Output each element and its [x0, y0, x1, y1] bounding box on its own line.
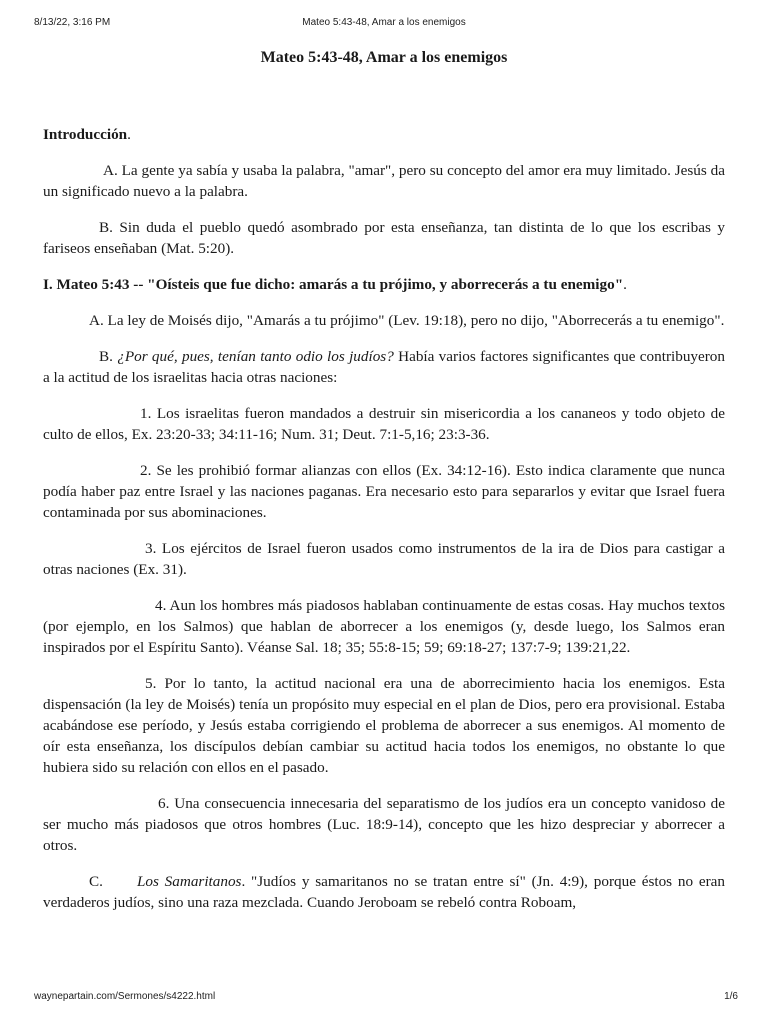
- section-1-point-b-text: Había varios factores significantes que contribuyeron a la actitud de los israelitas hacia otras naciones:: [43, 348, 725, 386]
- print-doc-title: Mateo 5:43-48, Amar a los enemigos: [302, 17, 466, 28]
- intro-heading: [43, 124, 725, 145]
- print-url: waynepartain.com/Sermones/s4222.html: [34, 991, 216, 1002]
- section-1-subpoint-2: 2. Se les prohibió formar alianzas con ellos (Ex. 34:12-16). Esto indica claramente que nunca podía haber paz entre Israel y las naciones paganas. Era necesario esto para separarlos y evitar que Israel fuera contaminada por sus abominaciones.: [43, 462, 725, 521]
- section-1-heading: [43, 274, 725, 295]
- section-1-subpoint-1: 1. Los israelitas fueron mandados a destruir sin misericordia a los cananeos y todo objeto de culto de ellos, Ex. 23:20-33; 34:11-16; Num. 31; Deut. 7:1-5,16; 23:3-36.: [43, 405, 725, 443]
- section-1-point-c: [43, 871, 725, 913]
- document-body: [43, 124, 725, 928]
- intro-heading-text: Introducción: [43, 126, 128, 143]
- section-1-subpoint-3: 3. Los ejércitos de Israel fueron usados como instrumentos de la ira de Dios para castigar a otras naciones (Ex. 31).: [43, 540, 725, 578]
- section-1-heading-period: .: [623, 276, 627, 293]
- section-1-point-b-label: B.: [99, 348, 118, 365]
- section-1-subpoint-5: 5. Por lo tanto, la actitud nacional era una de aborrecimiento hacia los enemigos. Esta dispensación (la ley de Moisés) tenía un propósito muy especial en el plan de Dios, pero era provisional. Estaba acabándose ese período, y Jesús estaba corrigiendo el problema de aborrecer a sus enemigos. Al momento de oír esta enseñanza, los discípulos debían cambiar su actitud hacia todos los enemigos, no obstante lo que hubiera sido su relación con ellos en el pasado.: [43, 675, 725, 776]
- section-1-point-b-question: ¿Por qué, pues, tenían tanto odio los judíos?: [117, 348, 394, 365]
- intro-point-a: A. La gente ya sabía y usaba la palabra, "amar", pero su concepto del amor era muy limitado. Jesús da un significado nuevo a la palabra.: [43, 162, 725, 200]
- intro-heading-period: .: [127, 126, 131, 143]
- section-1-point-b: [43, 346, 725, 388]
- print-header: [0, 17, 768, 31]
- section-1-heading-text: I. Mateo 5:43 -- "Oísteis que fue dicho: amarás a tu prójimo, y aborrecerás a tu enemigo": [43, 276, 624, 293]
- intro-point-b: B. Sin duda el pueblo quedó asombrado por esta enseñanza, tan distinta de lo que los escribas y fariseos enseñaban (Mat. 5:20).: [43, 219, 725, 257]
- print-page-number: 1/6: [724, 991, 738, 1002]
- section-1-subpoint-4: 4. Aun los hombres más piadosos hablaban continuamente de estas cosas. Hay muchos textos (por ejemplo, en los Salmos) que hablan de aborrecer a los enemigos (y, desde luego, los Salmos eran inspirados por el Espíritu Santo). Véanse Sal. 18; 35; 55:8-15; 59; 69:18-27; 137:7-9; 139:21,22.: [43, 597, 725, 656]
- section-1-point-c-title: Los Samaritanos: [136, 873, 242, 890]
- section-1-point-a: A. La ley de Moisés dijo, "Amarás a tu prójimo" (Lev. 19:18), pero no dijo, "Aborrecerás a tu enemigo".: [89, 312, 725, 329]
- section-1-subpoint-6: 6. Una consecuencia innecesaria del separatismo de los judíos era un concepto vanidoso de ser mucho más piadosos que otros hombres (Luc. 18:9-14), concepto que les hizo despreciar y aborrecer a otros.: [43, 795, 725, 854]
- print-footer: [0, 991, 768, 1005]
- section-1-point-c-text: . "Judíos y samaritanos no se tratan entre sí" (Jn. 4:9), porque éstos no eran verdaderos judíos, sino una raza mezclada. Cuando Jeroboam se rebeló contra Roboam,: [43, 873, 725, 911]
- section-1-point-c-label: C.: [89, 873, 103, 890]
- print-datetime: 8/13/22, 3:16 PM: [34, 17, 111, 28]
- page-title: Mateo 5:43-48, Amar a los enemigos: [260, 49, 508, 66]
